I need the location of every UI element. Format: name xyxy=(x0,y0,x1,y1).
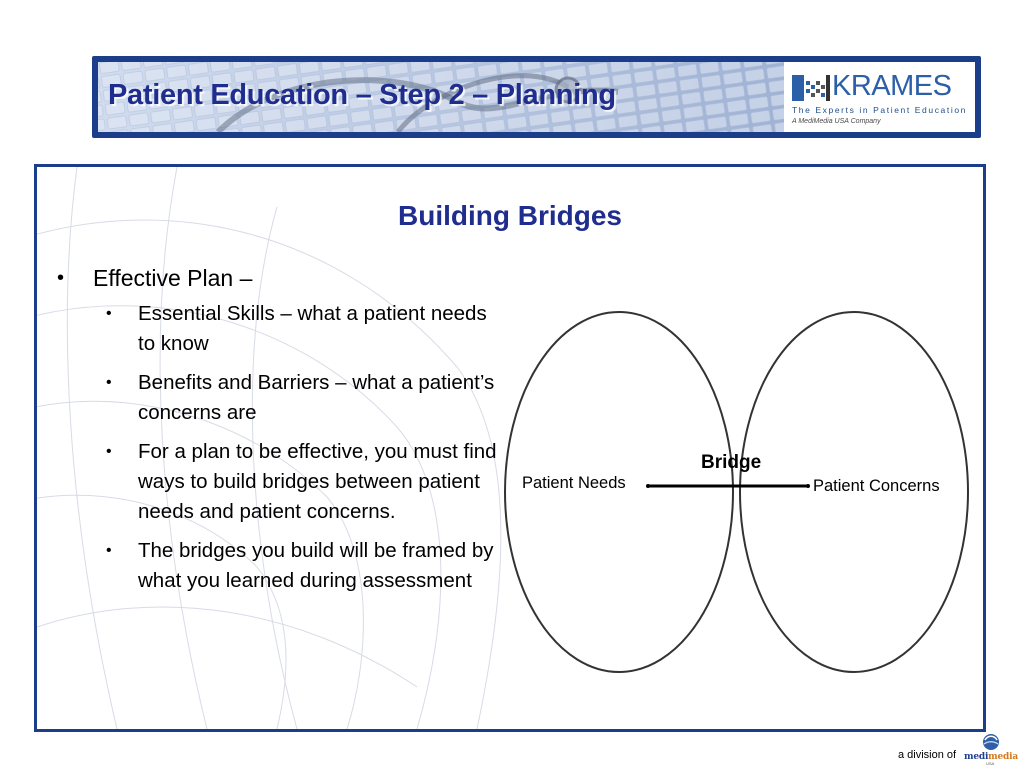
sub-bullet-text: Benefits and Barriers – what a patient’s concerns are xyxy=(138,371,495,424)
bullet-list xyxy=(57,263,497,605)
medimedia-sub: USA xyxy=(986,761,995,766)
label-patient-concerns: Patient Concerns xyxy=(813,477,940,495)
bridge-line-end-left xyxy=(646,484,650,488)
bridge-line-end-right xyxy=(806,484,810,488)
krames-logo xyxy=(784,62,975,132)
medimedia-word-main: medi xyxy=(964,752,989,762)
bullet-effective-plan xyxy=(57,263,497,596)
bullet-dot-icon: • xyxy=(57,267,65,289)
sub-bullet-text: Essential Skills – what a patient needs to know xyxy=(138,302,487,355)
sub-bullet-plan-effective xyxy=(93,437,497,527)
sub-bullet-text: For a plan to be effective, you must find ways to build bridges between patient needs and patient concerns. xyxy=(138,440,497,523)
header-banner xyxy=(92,56,981,138)
sub-bullet-list xyxy=(93,299,497,596)
sub-bullet-dot-icon: • xyxy=(106,542,112,559)
krames-tagline: The Experts in Patient Education xyxy=(792,105,967,115)
sub-bullet-essential-skills xyxy=(93,299,497,359)
sub-bullet-dot-icon: • xyxy=(106,305,112,322)
header-inner xyxy=(98,62,975,132)
label-bridge: Bridge xyxy=(701,452,762,473)
sub-bullet-text: The bridges you build will be framed by what you learned during assessment xyxy=(138,539,494,592)
slide-title: Building Bridges xyxy=(398,200,622,231)
label-patient-needs: Patient Needs xyxy=(522,474,626,492)
sub-bullet-bridges-framed xyxy=(93,536,497,596)
sub-bullet-benefits-barriers xyxy=(93,368,497,428)
page-title: Patient Education – Step 2 – Planning xyxy=(108,79,616,111)
krames-subtitle: A MediMedia USA Company xyxy=(792,118,881,125)
krames-wordmark: KRAMES xyxy=(832,70,952,102)
sub-bullet-dot-icon: • xyxy=(106,443,112,460)
medimedia-globe-icon xyxy=(980,732,1002,752)
footer-division-text: a division of xyxy=(898,749,957,761)
sub-bullet-dot-icon: • xyxy=(106,374,112,391)
medimedia-word-accent: media xyxy=(988,752,1018,762)
header-stethoscope-photo xyxy=(98,62,784,132)
bullet-text: Effective Plan – xyxy=(93,265,253,291)
krames-logo-mark-icon xyxy=(792,71,830,103)
medimedia-logo xyxy=(962,732,1022,766)
